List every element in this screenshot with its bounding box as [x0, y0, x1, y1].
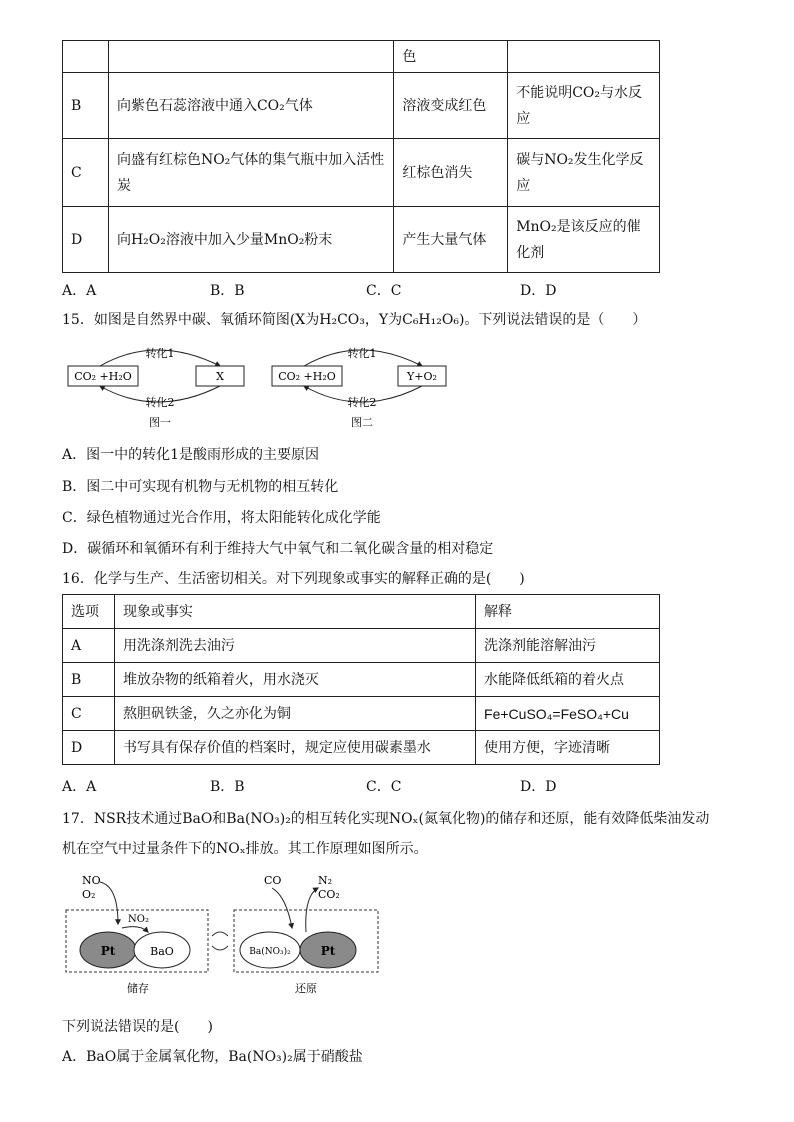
q14-cell-operation: 向紫色石蕊溶液中通入CO₂气体 — [108, 73, 393, 139]
q16-cell-fact: 堆放杂物的纸箱着火，用水浇灭 — [114, 663, 475, 697]
q16-choice-d[interactable]: D．D — [520, 779, 557, 795]
q16-cell-fact: 熬胆矾铁釜，久之亦化为铜 — [114, 697, 475, 731]
reduction-caption: 还原 — [295, 982, 317, 995]
table-row — [63, 207, 660, 273]
pt-label-storage: Pt — [100, 944, 116, 958]
fig1-top-label: 转化1 — [145, 347, 175, 360]
reduction-arrow-in — [272, 888, 292, 928]
q15-stem: 15．如图是自然界中碳、氧循环简图(X为H₂CO₃，Y为C₆H₁₂O₆)。下列说法错误的是（ ） — [62, 312, 647, 328]
table-row — [63, 697, 660, 731]
q16-cell-fact: 用洗涤剂洗去油污 — [114, 629, 475, 663]
table-header-row — [63, 595, 660, 629]
storage-arrow-mid — [122, 927, 148, 932]
q14-cell-phenomenon: 色 — [394, 41, 508, 73]
q14-cell-label: C — [63, 139, 109, 207]
q14-choice-a[interactable]: A．A — [62, 283, 97, 299]
fig2-caption: 图二 — [351, 416, 373, 429]
storage-input-o2: O₂ — [82, 888, 96, 901]
table-row — [63, 663, 660, 697]
fig1-bottom-label: 转化2 — [145, 396, 175, 409]
q16-cell-option: C — [63, 697, 115, 731]
q16-cell-option: B — [63, 663, 115, 697]
banitrate-label: Ba(NO₃)₂ — [249, 947, 291, 957]
fig1-right-label: X — [216, 370, 224, 383]
q14-cell-label: D — [63, 207, 109, 273]
q15-option-b[interactable]: B．图二中可实现有机物与无机物的相互转化 — [62, 479, 339, 495]
pt-label-reduction: Pt — [320, 944, 336, 958]
q14-cell-phenomenon: 溶液变成红色 — [394, 73, 508, 139]
q16-header-fact: 现象或事实 — [114, 595, 475, 629]
storage-input-no: NO — [82, 874, 101, 887]
q16-header-option: 选项 — [63, 595, 115, 629]
reduction-output-n2: N₂ — [318, 874, 333, 887]
nsr-principle-diagram — [60, 866, 390, 1000]
q14-choice-b[interactable]: B．B — [210, 283, 245, 299]
q14-cell-conclusion: 碳与NO₂发生化学反应 — [508, 139, 660, 207]
q14-cell-conclusion: 不能说明CO₂与水反应 — [508, 73, 660, 139]
table-row — [63, 629, 660, 663]
storage-caption: 储存 — [127, 982, 149, 995]
table-row — [63, 73, 660, 139]
reduction-output-co2: CO₂ — [318, 888, 340, 901]
table-row — [63, 41, 660, 73]
q17-stem-line1: 17．NSR技术通过BaO和Ba(NO₃)₂的相互转化实现NOₓ(氮氧化物)的储存和还原，能有效降低柴油发动 — [62, 811, 710, 827]
q16-cell-option: A — [63, 629, 115, 663]
reduction-input-co: CO — [264, 874, 282, 887]
carbon-oxygen-cycle-diagram — [60, 340, 460, 434]
q16-cell-explain: 洗涤剂能溶解油污 — [476, 629, 660, 663]
q16-cell-explain: Fe+CuSO₄=FeSO₄+Cu — [476, 697, 660, 731]
fig1-left-label: CO₂ +H₂O — [74, 370, 132, 383]
q14-cell-label: B — [63, 73, 109, 139]
fig1-caption: 图一 — [149, 416, 171, 429]
q16-cell-fact: 书写具有保存价值的档案时，规定应使用碳素墨水 — [114, 731, 475, 765]
q14-cell-phenomenon: 产生大量气体 — [394, 207, 508, 273]
q14-table — [62, 40, 660, 273]
q16-choice-b[interactable]: B．B — [210, 779, 245, 795]
q14-choice-d[interactable]: D．D — [520, 283, 557, 299]
q17-question: 下列说法错误的是( ) — [62, 1019, 213, 1035]
connector-arrows — [212, 932, 228, 950]
q16-stem: 16．化学与生产、生活密切相关。对下列现象或事实的解释正确的是( ) — [62, 571, 525, 587]
q16-cell-option: D — [63, 731, 115, 765]
q14-cell-operation: 向H₂O₂溶液中加入少量MnO₂粉末 — [108, 207, 393, 273]
q14-cell-label — [63, 41, 109, 73]
fig2-bottom-label: 转化2 — [347, 396, 377, 409]
q14-choice-c[interactable]: C．C — [366, 283, 402, 299]
q14-cell-operation — [108, 41, 393, 73]
table-row — [63, 731, 660, 765]
q16-choice-c[interactable]: C．C — [366, 779, 402, 795]
fig2-top-label: 转化1 — [347, 347, 377, 360]
q14-cell-conclusion: MnO₂是该反应的催化剂 — [508, 207, 660, 273]
fig2-left-label: CO₂ +H₂O — [278, 370, 336, 383]
figure-one — [68, 346, 244, 429]
q17-stem-line2: 机在空气中过量条件下的NOₓ排放。其工作原理如图所示。 — [62, 841, 428, 857]
q16-table — [62, 594, 660, 765]
storage-intermediate-no2: NO₂ — [128, 914, 149, 925]
q15-option-a[interactable]: A．图一中的转化1是酸雨形成的主要原因 — [62, 447, 320, 463]
q14-cell-conclusion — [508, 41, 660, 73]
q16-choice-a[interactable]: A．A — [62, 779, 97, 795]
q16-header-explain: 解释 — [476, 595, 660, 629]
q14-cell-phenomenon: 红棕色消失 — [394, 139, 508, 207]
q16-cell-explain: 使用方便，字迹清晰 — [476, 731, 660, 765]
figure-two — [272, 346, 446, 429]
q14-cell-operation: 向盛有红棕色NO₂气体的集气瓶中加入活性炭 — [108, 139, 393, 207]
bao-label: BaO — [150, 945, 174, 958]
q15-option-c[interactable]: C．绿色植物通过光合作用，将太阳能转化成化学能 — [62, 510, 381, 526]
q17-option-a[interactable]: A．BaO属于金属氧化物，Ba(NO₃)₂属于硝酸盐 — [62, 1049, 363, 1065]
fig2-right-label: Y+O₂ — [407, 370, 437, 383]
q16-cell-explain: 水能降低纸箱的着火点 — [476, 663, 660, 697]
q15-option-d[interactable]: D．碳循环和氧循环有利于维持大气中氧气和二氧化碳含量的相对稳定 — [62, 541, 494, 557]
storage-arrow-in — [100, 882, 118, 924]
table-row — [63, 139, 660, 207]
